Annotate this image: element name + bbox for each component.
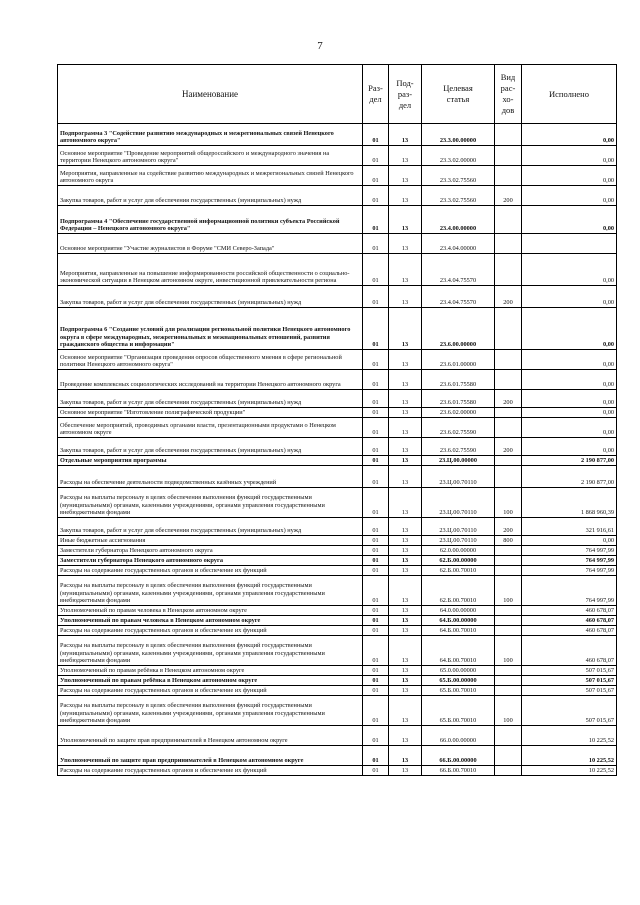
row-expense-type-cell [495,616,522,626]
header-name: Наименование [58,65,363,124]
row-target-article-cell: 64.0.00.00000 [422,606,495,616]
row-target-article-cell: 64.Б.00.70010 [422,626,495,636]
row-subsection-cell: 13 [389,466,422,488]
row-target-article-cell: 65.Б.00.70010 [422,696,495,726]
row-expense-type-cell [495,350,522,370]
row-section-cell: 01 [363,626,389,636]
row-expense-type-cell [495,308,522,350]
table-row [58,726,617,746]
row-executed-cell: 0,00 [522,408,617,418]
table-row [58,556,617,566]
row-target-article-cell: 23.Ц.00.70110 [422,466,495,488]
row-section-cell: 01 [363,666,389,676]
row-executed-cell: 2 190 877,00 [522,466,617,488]
row-target-article-cell: 23.4.00.00000 [422,206,495,234]
row-section-cell: 01 [363,350,389,370]
row-subsection-cell: 13 [389,456,422,466]
row-name-cell: Мероприятия, направленные на содействие развитию международных и межрегиональных связей Ненецкого автономного округа [58,166,363,186]
row-name-cell: Заместители губернатора Ненецкого автономного округа [58,546,363,556]
row-subsection-cell: 13 [389,616,422,626]
row-target-article-cell: 23.6.01.75580 [422,390,495,408]
row-target-article-cell: 23.Ц.00.70110 [422,518,495,536]
row-expense-type-cell [495,626,522,636]
row-section-cell: 01 [363,556,389,566]
row-section-cell: 01 [363,576,389,606]
table-header-row [58,65,617,124]
row-section-cell: 01 [363,456,389,466]
row-executed-cell: 10 225,52 [522,746,617,766]
table-row [58,666,617,676]
row-subsection-cell: 13 [389,254,422,286]
row-name-cell: Расходы на обеспечение деятельности подведомственных казённых учреждений [58,466,363,488]
row-expense-type-cell: 200 [495,186,522,206]
row-executed-cell: 764 997,99 [522,576,617,606]
row-expense-type-cell [495,566,522,576]
row-subsection-cell: 13 [389,438,422,456]
row-executed-cell: 1 868 960,39 [522,488,617,518]
table-row [58,518,617,536]
row-section-cell: 01 [363,408,389,418]
table-row [58,370,617,390]
row-section-cell: 01 [363,438,389,456]
row-name-cell: Обеспечение мероприятий, проводимых органами власти, презентационными продуктами о Ненецком автономном округе [58,418,363,438]
row-section-cell: 01 [363,466,389,488]
row-name-cell: Закупка товаров, работ и услуг для обеспечения государственных (муниципальных) нужд [58,518,363,536]
row-executed-cell: 0,00 [522,166,617,186]
row-subsection-cell: 13 [389,234,422,254]
row-expense-type-cell [495,456,522,466]
row-name-cell: Подпрограмма 3 "Содействие развитию международных и межрегиональных связей Ненецкого автономного округа" [58,124,363,146]
row-subsection-cell: 13 [389,408,422,418]
row-section-cell: 01 [363,616,389,626]
row-target-article-cell: 23.Ц.00.00000 [422,456,495,466]
row-executed-cell: 0,00 [522,254,617,286]
table-row [58,466,617,488]
row-executed-cell: 460 678,07 [522,626,617,636]
row-executed-cell: 0,00 [522,146,617,166]
table-row [58,536,617,546]
table-row [58,456,617,466]
row-expense-type-cell [495,666,522,676]
row-executed-cell [522,234,617,254]
table-row [58,546,617,556]
row-name-cell: Проведение комплексных социологических исследований на территории Ненецкого автономного округа [58,370,363,390]
row-executed-cell: 0,00 [522,206,617,234]
row-target-article-cell: 23.4.04.75570 [422,254,495,286]
row-executed-cell: 507 015,67 [522,696,617,726]
row-section-cell: 01 [363,676,389,686]
row-target-article-cell: 64.Б.00.70010 [422,636,495,666]
row-expense-type-cell [495,124,522,146]
row-name-cell: Расходы на выплаты персоналу в целях обеспечения выполнения функций государственными (муниципальными) органами, казенными учреждениями, органами управления государственными внебюджетными фондами [58,488,363,518]
row-section-cell: 01 [363,546,389,556]
row-name-cell: Расходы на выплаты персоналу в целях обеспечения выполнения функций государственными (муниципальными) органами, казенными учреждениями, органами управления государственными внебюджетными фондами [58,636,363,666]
row-subsection-cell: 13 [389,676,422,686]
table-row [58,696,617,726]
row-subsection-cell: 13 [389,418,422,438]
row-subsection-cell: 13 [389,746,422,766]
row-target-article-cell: 62.0.00.00000 [422,546,495,556]
row-name-cell: Основное мероприятие "Участие журналистов в Форуме "СМИ Северо-Запада" [58,234,363,254]
row-section-cell: 01 [363,370,389,390]
row-target-article-cell: 23.4.04.75570 [422,286,495,308]
row-name-cell: Подпрограмма 4 "Обеспечение государственной информационной политики субъекта Российской Федерации – Ненецкого автономного округа" [58,206,363,234]
row-target-article-cell: 23.3.00.00000 [422,124,495,146]
row-subsection-cell: 13 [389,686,422,696]
row-subsection-cell: 13 [389,636,422,666]
row-name-cell: Закупка товаров, работ и услуг для обеспечения государственных (муниципальных) нужд [58,438,363,456]
row-name-cell: Уполномоченный по защите прав предпринимателей в Ненецком автономном округе [58,746,363,766]
row-subsection-cell: 13 [389,556,422,566]
row-expense-type-cell [495,466,522,488]
row-expense-type-cell [495,546,522,556]
row-executed-cell: 460 678,07 [522,616,617,626]
header-target-article: Целевая статья [422,65,495,124]
row-name-cell: Уполномоченный по защите прав предпринимателей в Ненецком автономном округе [58,726,363,746]
row-expense-type-cell [495,254,522,286]
row-subsection-cell: 13 [389,536,422,546]
row-expense-type-cell: 100 [495,576,522,606]
row-target-article-cell: 62.Б.00.70010 [422,576,495,606]
header-expense-type: Вид рас- хо- дов [495,65,522,124]
row-target-article-cell: 23.6.00.00000 [422,308,495,350]
row-name-cell: Расходы на содержание государственных органов и обеспечение их функций [58,686,363,696]
row-subsection-cell: 13 [389,546,422,556]
row-subsection-cell: 13 [389,576,422,606]
row-subsection-cell: 13 [389,606,422,616]
row-target-article-cell: 64.Б.00.00000 [422,616,495,626]
row-section-cell: 01 [363,686,389,696]
table-row [58,308,617,350]
row-expense-type-cell [495,676,522,686]
row-subsection-cell: 13 [389,626,422,636]
row-section-cell: 01 [363,696,389,726]
row-name-cell: Отдельные мероприятия программы [58,456,363,466]
row-subsection-cell: 13 [389,390,422,408]
row-expense-type-cell: 200 [495,390,522,408]
table-row [58,676,617,686]
row-name-cell: Мероприятия, направленные на повышение информированности российской общественности о социально-экономической ситуации в Ненецком автономном округе, инвестиционной привлекательности региона [58,254,363,286]
row-target-article-cell: 65.0.00.00000 [422,666,495,676]
row-section-cell: 01 [363,418,389,438]
row-section-cell: 01 [363,726,389,746]
table-row [58,186,617,206]
row-name-cell: Расходы на выплаты персоналу в целях обеспечения выполнения функций государственными (муниципальными) органами, казенными учреждениями, органами управления государственными внебюджетными фондами [58,696,363,726]
row-target-article-cell: 23.3.02.75560 [422,166,495,186]
row-executed-cell: 0,00 [522,124,617,146]
row-subsection-cell: 13 [389,566,422,576]
row-executed-cell: 507 015,67 [522,686,617,696]
row-name-cell: Уполномоченный по правам человека в Ненецком автономном округе [58,606,363,616]
table-row [58,124,617,146]
row-subsection-cell: 13 [389,206,422,234]
row-name-cell: Уполномоченный по правам ребёнка в Ненецком автономном округе [58,676,363,686]
row-executed-cell: 507 015,67 [522,666,617,676]
row-target-article-cell: 23.4.04.00000 [422,234,495,254]
row-executed-cell: 0,00 [522,370,617,390]
row-target-article-cell: 66.0.00.00000 [422,726,495,746]
row-target-article-cell: 62.Б.00.00000 [422,556,495,566]
row-name-cell: Расходы на содержание государственных органов и обеспечение их функций [58,566,363,576]
row-section-cell: 01 [363,390,389,408]
row-target-article-cell: 23.6.02.75590 [422,438,495,456]
row-expense-type-cell [495,146,522,166]
row-expense-type-cell: 100 [495,696,522,726]
row-subsection-cell: 13 [389,146,422,166]
row-executed-cell: 0,00 [522,350,617,370]
row-subsection-cell: 13 [389,666,422,676]
row-expense-type-cell [495,234,522,254]
row-target-article-cell: 23.3.02.00000 [422,146,495,166]
row-name-cell: Основное мероприятие "Изготовление полиграфической продукции" [58,408,363,418]
row-name-cell: Заместители губернатора Ненецкого автономного округа [58,556,363,566]
row-target-article-cell: 66.Б.00.70010 [422,766,495,776]
row-subsection-cell: 13 [389,726,422,746]
row-expense-type-cell: 200 [495,286,522,308]
budget-execution-table [57,64,617,776]
row-executed-cell: 764 997,99 [522,546,617,556]
row-section-cell: 01 [363,166,389,186]
table-row [58,438,617,456]
table-row [58,390,617,408]
table-row [58,566,617,576]
row-subsection-cell: 13 [389,518,422,536]
table-row [58,166,617,186]
row-subsection-cell: 13 [389,350,422,370]
row-executed-cell: 321 916,61 [522,518,617,536]
row-executed-cell: 10 225,52 [522,726,617,746]
row-expense-type-cell [495,370,522,390]
row-subsection-cell: 13 [389,308,422,350]
row-target-article-cell: 65.Б.00.70010 [422,686,495,696]
row-executed-cell: 460 678,07 [522,636,617,666]
row-section-cell: 01 [363,234,389,254]
row-executed-cell: 507 015,67 [522,676,617,686]
row-name-cell: Расходы на выплаты персоналу в целях обеспечения выполнения функций государственными (муниципальными) органами, казенными учреждениями, органами управления государственными внебюджетными фондами [58,576,363,606]
row-subsection-cell: 13 [389,166,422,186]
row-expense-type-cell: 200 [495,438,522,456]
row-subsection-cell: 13 [389,370,422,390]
row-expense-type-cell [495,556,522,566]
table-row [58,576,617,606]
row-subsection-cell: 13 [389,124,422,146]
row-expense-type-cell: 100 [495,636,522,666]
row-section-cell: 01 [363,536,389,546]
row-name-cell: Уполномоченный по правам человека в Ненецком автономном округе [58,616,363,626]
header-executed: Исполнено [522,65,617,124]
row-target-article-cell: 23.6.01.00000 [422,350,495,370]
row-executed-cell: 764 997,99 [522,566,617,576]
row-expense-type-cell: 800 [495,536,522,546]
row-name-cell: Расходы на содержание государственных органов и обеспечение их функций [58,766,363,776]
header-section: Раз- дел [363,65,389,124]
table-row [58,616,617,626]
row-section-cell: 01 [363,766,389,776]
row-executed-cell: 0,00 [522,390,617,408]
row-name-cell: Основное мероприятие "Организация проведения опросов общественного мнения в сфере региональной политики Ненецкого автономного округа" [58,350,363,370]
row-section-cell: 01 [363,146,389,166]
row-expense-type-cell [495,726,522,746]
row-name-cell: Основное мероприятие "Проведение мероприятий общероссийского и международного значения на территории Ненецкого автономного округа" [58,146,363,166]
page-number: 7 [317,40,323,52]
row-section-cell: 01 [363,746,389,766]
row-executed-cell: 0,00 [522,536,617,546]
row-section-cell: 01 [363,636,389,666]
row-subsection-cell: 13 [389,488,422,518]
row-executed-cell: 0,00 [522,286,617,308]
row-expense-type-cell [495,206,522,234]
row-executed-cell: 764 997,99 [522,556,617,566]
row-name-cell: Подпрограмма 6 "Создание условий для реализации региональной политики Ненецкого автономного округа в сфере международных, межрегиональных и межнациональных отношений, развития гражданского общества и информации" [58,308,363,350]
table-row [58,766,617,776]
table-row [58,286,617,308]
row-section-cell: 01 [363,566,389,576]
table-row [58,146,617,166]
header-subsection: Под- раз- дел [389,65,422,124]
row-executed-cell: 0,00 [522,418,617,438]
row-name-cell: Закупка товаров, работ и услуг для обеспечения государственных (муниципальных) нужд [58,286,363,308]
row-section-cell: 01 [363,488,389,518]
table-row [58,206,617,234]
row-target-article-cell: 23.Ц.00.70110 [422,488,495,518]
row-target-article-cell: 23.6.01.75580 [422,370,495,390]
row-target-article-cell: 23.3.02.75560 [422,186,495,206]
row-name-cell: Расходы на содержание государственных органов и обеспечение их функций [58,626,363,636]
table-row [58,234,617,254]
row-target-article-cell: 23.Ц.00.70110 [422,536,495,546]
row-expense-type-cell [495,766,522,776]
row-name-cell: Закупка товаров, работ и услуг для обеспечения государственных (муниципальных) нужд [58,390,363,408]
row-target-article-cell: 66.Б.00.00000 [422,746,495,766]
row-expense-type-cell [495,418,522,438]
row-section-cell: 01 [363,518,389,536]
row-expense-type-cell: 100 [495,488,522,518]
row-expense-type-cell: 200 [495,518,522,536]
table-row [58,626,617,636]
row-executed-cell: 0,00 [522,438,617,456]
row-executed-cell: 0,00 [522,308,617,350]
row-target-article-cell: 65.Б.00.00000 [422,676,495,686]
row-target-article-cell: 23.6.02.00000 [422,408,495,418]
row-subsection-cell: 13 [389,696,422,726]
row-section-cell: 01 [363,308,389,350]
table-row [58,746,617,766]
row-target-article-cell: 62.Б.00.70010 [422,566,495,576]
row-subsection-cell: 13 [389,766,422,776]
row-executed-cell: 460 678,07 [522,606,617,616]
row-executed-cell: 0,00 [522,186,617,206]
table-row [58,408,617,418]
row-section-cell: 01 [363,606,389,616]
row-section-cell: 01 [363,124,389,146]
table-row [58,488,617,518]
row-expense-type-cell [495,686,522,696]
row-expense-type-cell [495,166,522,186]
table-row [58,254,617,286]
table-row [58,350,617,370]
table-row [58,686,617,696]
table-row [58,636,617,666]
row-section-cell: 01 [363,254,389,286]
table-row [58,418,617,438]
row-name-cell: Иные бюджетные ассигнования [58,536,363,546]
row-subsection-cell: 13 [389,286,422,308]
row-name-cell: Уполномоченный по правам ребёнка в Ненецком автономном округе [58,666,363,676]
row-section-cell: 01 [363,206,389,234]
row-expense-type-cell [495,606,522,616]
row-target-article-cell: 23.6.02.75590 [422,418,495,438]
row-expense-type-cell [495,408,522,418]
table-row [58,606,617,616]
row-section-cell: 01 [363,186,389,206]
row-executed-cell: 2 190 877,00 [522,456,617,466]
row-subsection-cell: 13 [389,186,422,206]
row-section-cell: 01 [363,286,389,308]
row-expense-type-cell [495,746,522,766]
row-executed-cell: 10 225,52 [522,766,617,776]
row-name-cell: Закупка товаров, работ и услуг для обеспечения государственных (муниципальных) нужд [58,186,363,206]
